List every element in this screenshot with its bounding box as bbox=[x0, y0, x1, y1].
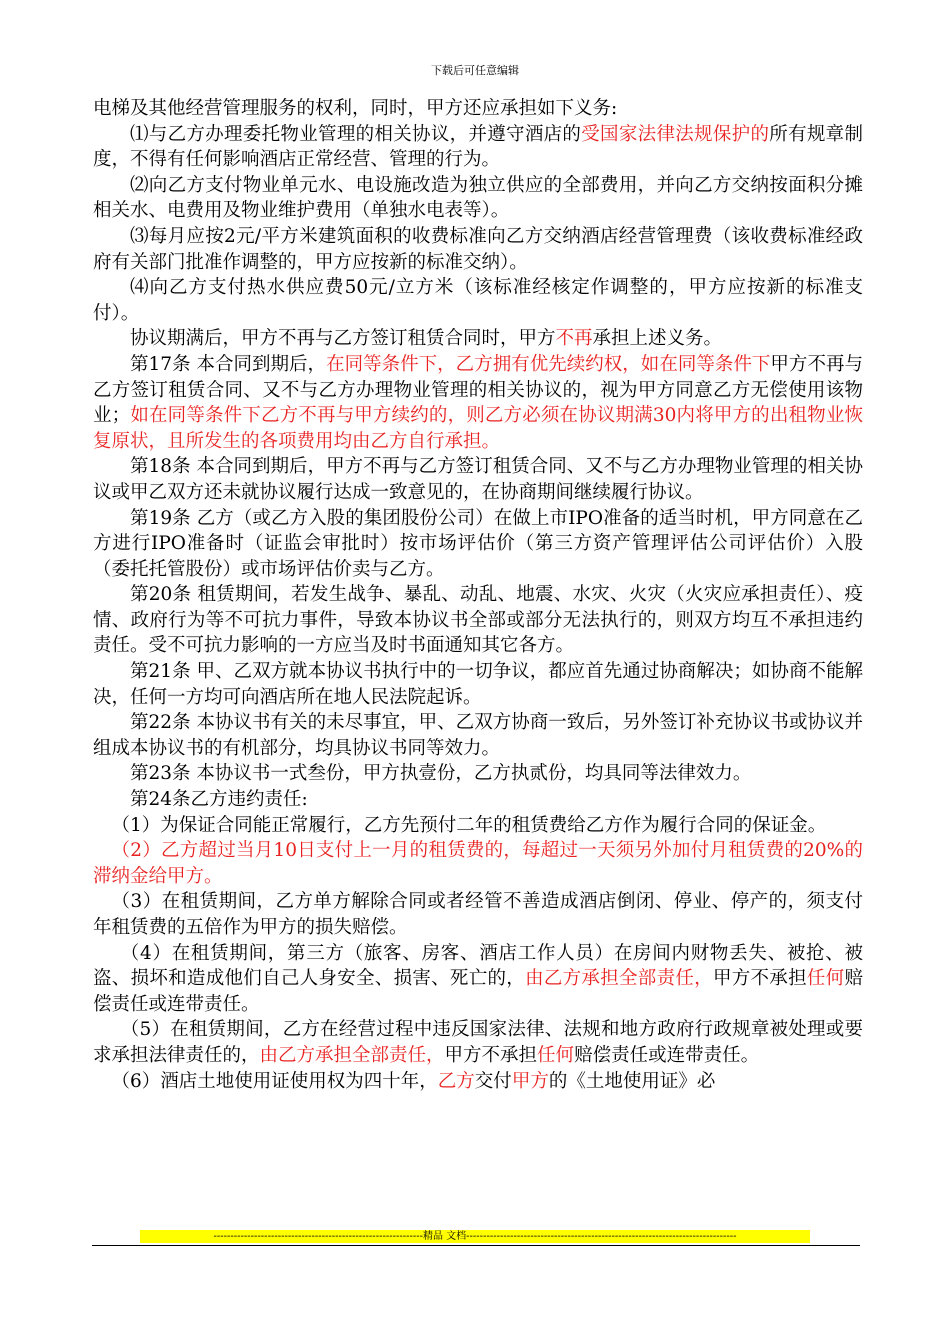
highlighted-text: 由乙方承担全部责任， bbox=[525, 968, 713, 990]
highlighted-text: （2）乙方超过当月10日支付上一月的租赁费的，每超过一天须另外加付月租赁费的20%的滞纳金给甲方。 bbox=[93, 840, 863, 887]
text-run: （4）在租赁期间，第三方（旅客、房客、酒店工作人员）在房间内财物丢失、被抢、被盗、损坏和造成他们自己人身安全、损害、死亡的， bbox=[93, 942, 863, 990]
text-run: 的《土地使用证》必 bbox=[548, 1070, 716, 1092]
text-run: 第23条 本协议书一式叁份，甲方执壹份，乙方执贰份，均具同等法律效力。 bbox=[130, 763, 752, 785]
text-run: 第18条 本合同到期后，甲方不再与乙方签订租赁合同、又不与乙方办理物业管理的相关协议或甲乙双方还未就协议履行达成一致意见的，在协商期间继续履行协议。 bbox=[93, 456, 863, 503]
text-run: 赔偿责任或连带责任。 bbox=[93, 968, 863, 1015]
paragraph bbox=[93, 710, 863, 761]
paragraph bbox=[93, 1017, 863, 1068]
paragraph bbox=[93, 941, 863, 1018]
paragraph bbox=[93, 224, 863, 275]
text-run: 第22条 本协议书有关的未尽事宜，甲、乙双方协商一致后，另外签订补充协议书或协议并组成本协议书的有机部分，均具协议书同等效力。 bbox=[93, 712, 863, 759]
text-run: 交付 bbox=[474, 1070, 512, 1092]
text-run: ⑶每月应按2元/平方米建筑面积的收费标准向乙方交纳酒店经营管理费（该收费标准经政府有关部门批准作调整的，甲方应按新的标准交纳）。 bbox=[93, 225, 863, 273]
text-run: 电梯及其他经营管理服务的权利，同时，甲方还应承担如下义务: bbox=[93, 98, 618, 119]
text-run: 赔偿责任或连带责任。 bbox=[574, 1044, 760, 1066]
paragraph bbox=[93, 889, 863, 940]
highlighted-text: 乙方 bbox=[437, 1070, 475, 1092]
text-run: 第19条 乙方（或乙方入股的集团股份公司）在做上市IPO准备的适当时机，甲方同意在乙方进行IPO准备时（证监会审批时）按市场评估价（第三方资产管理评估公司评估价）入股（委托托管股份）或市场评估价卖与乙方。 bbox=[93, 507, 863, 580]
highlighted-text: 如在同等条件下乙方不再与甲方续约的，则乙方必须在协议期满30内将甲方的出租物业恢复原状，且所发生的各项费用均由乙方自行承担。 bbox=[93, 405, 863, 452]
text-run: （6）酒店土地使用证使用权为四十年， bbox=[111, 1070, 438, 1092]
text-run: 甲方不再与乙方签订租赁合同、又不与乙方办理物业管理的相关协议的，视为甲方同意乙方无偿使用该物业； bbox=[93, 353, 863, 427]
text-run: 第24条乙方违约责任: bbox=[130, 789, 308, 811]
text-run: 第17条 本合同到期后， bbox=[130, 353, 327, 375]
document-body bbox=[93, 96, 863, 1094]
footer-divider bbox=[92, 1245, 860, 1246]
paragraph bbox=[93, 122, 863, 173]
paragraph bbox=[93, 1069, 863, 1095]
paragraph bbox=[93, 506, 863, 583]
paragraph bbox=[93, 787, 863, 813]
paragraph bbox=[93, 761, 863, 787]
text-run: ⑵向乙方支付物业单元水、电设施改造为独立供应的全部费用，并向乙方交纳按面积分摊相关水、电费用及物业维护费用（单独水电表等）。 bbox=[93, 174, 863, 222]
paragraph bbox=[93, 173, 863, 224]
text-run: 所有规章制度，不得有任何影响酒店正常经营、管理的行为。 bbox=[93, 123, 863, 171]
text-run: ⑴与乙方办理委托物业管理的相关协议，并遵守酒店的 bbox=[130, 123, 582, 145]
text-run: （5）在租赁期间，乙方在经营过程中违反国家法律、法规和地方政府行政规章被处理或要求承担法律责任的， bbox=[93, 1019, 863, 1066]
highlighted-text: 任何 bbox=[537, 1044, 575, 1066]
text-run: （3）在租赁期间，乙方单方解除合同或者经管不善造成酒店倒闭、停业、停产的，须支付年租赁费的五倍作为甲方的损失赔偿。 bbox=[93, 891, 863, 938]
paragraph bbox=[93, 275, 863, 326]
text-run: 甲方不承担 bbox=[712, 968, 807, 990]
highlighted-text: 在同等条件下，乙方拥有优先续约权，如在同等条件下 bbox=[326, 353, 771, 375]
highlighted-text: 任何 bbox=[806, 968, 845, 990]
text-run: ⑷向乙方支付热水供应费50元/立方米（该标准经核定作调整的，甲方应按新的标准支付）。 bbox=[93, 277, 863, 324]
highlighted-text: 受国家法律法规保护的 bbox=[581, 123, 770, 145]
page-footer: --------------------------------------------------------------精品 文档-------------------------------------------------------------------------------- bbox=[140, 1230, 810, 1243]
page-header: 下载后可任意编辑 bbox=[431, 64, 519, 77]
paragraph bbox=[93, 838, 863, 889]
text-run: 第20条 租赁期间，若发生战争、暴乱、动乱、地震、水灾、火灾（火灾应承担责任）、疫情、政府行为等不可抗力事件，导致本协议书全部或部分无法执行的，则双方均互不承担违约责任。受不可抗力影响的一方应当及时书面通知其它各方。 bbox=[93, 584, 863, 657]
text-run: （1）为保证合同能正常履行，乙方先预付二年的租赁费给乙方作为履行合同的保证金。 bbox=[111, 814, 827, 836]
paragraph bbox=[93, 454, 863, 505]
paragraph bbox=[93, 813, 863, 839]
paragraph bbox=[93, 659, 863, 710]
paragraph bbox=[93, 96, 863, 122]
highlighted-text: 由乙方承担全部责任， bbox=[259, 1044, 445, 1066]
highlighted-text: 不再 bbox=[555, 328, 593, 350]
text-run: 第21条 甲、乙双方就本协议书执行中的一切争议，都应首先通过协商解决；如协商不能解决，任何一方均可向酒店所在地人民法院起诉。 bbox=[93, 661, 863, 708]
text-run: 承担上述义务。 bbox=[592, 328, 723, 350]
paragraph bbox=[93, 582, 863, 659]
text-run: 甲方不承担 bbox=[444, 1044, 538, 1066]
text-run: 协议期满后，甲方不再与乙方签订租赁合同时，甲方 bbox=[130, 328, 556, 350]
paragraph bbox=[93, 326, 863, 352]
highlighted-text: 甲方 bbox=[511, 1070, 549, 1092]
paragraph bbox=[93, 352, 863, 454]
